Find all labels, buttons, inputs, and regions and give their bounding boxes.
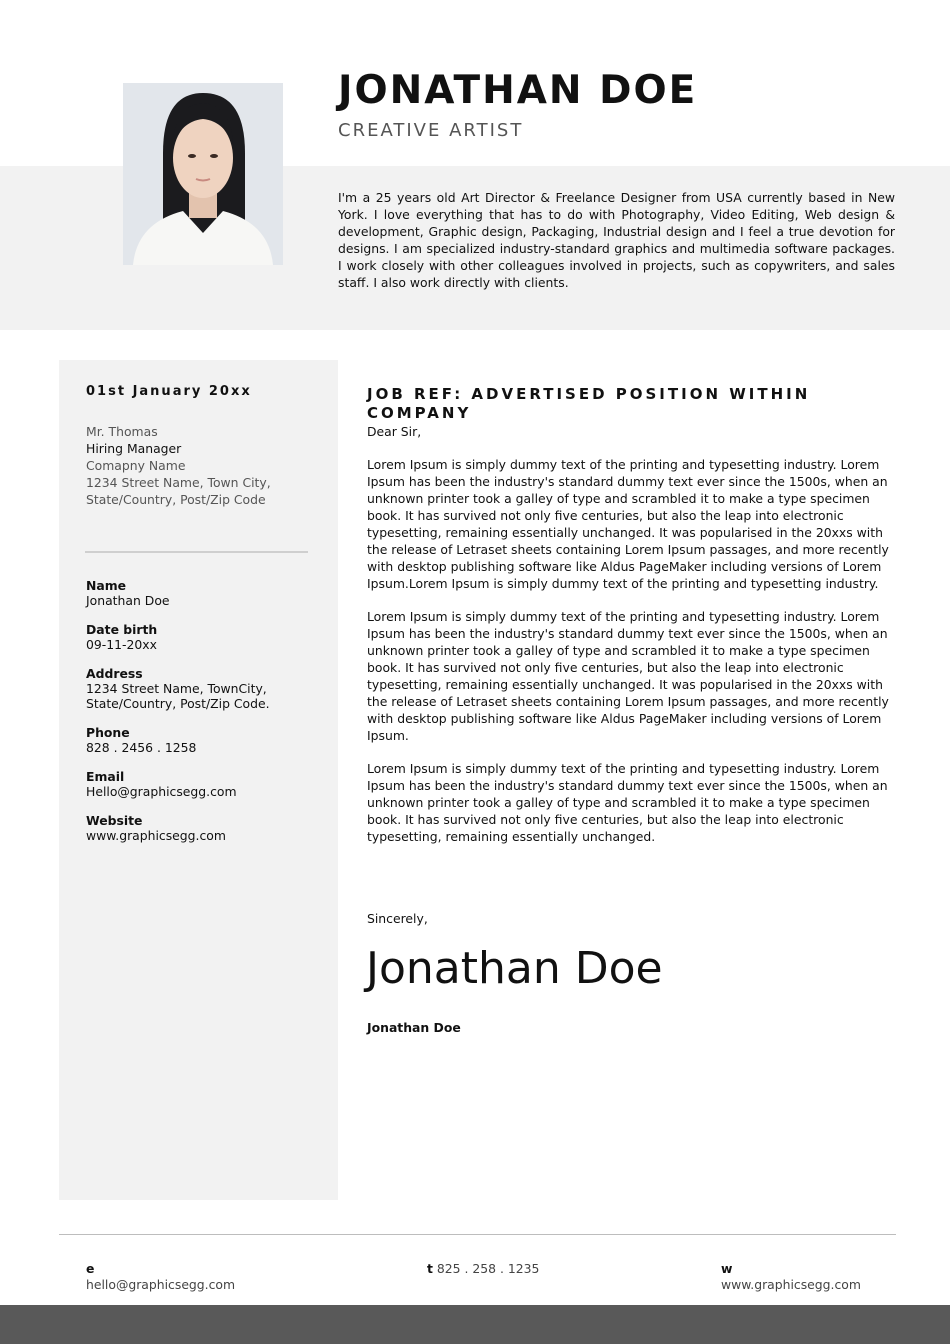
detail-email — [86, 769, 326, 799]
detail-value: 09-11-20xx — [86, 637, 157, 652]
profile-photo — [123, 83, 283, 265]
footer-email-label: e — [86, 1261, 95, 1276]
portrait-image — [123, 83, 283, 265]
footer-web-label: w — [721, 1261, 733, 1276]
detail-name — [86, 578, 326, 608]
letter-paragraph: Lorem Ipsum is simply dummy text of the printing and typesetting industry. Lorem Ipsum has been the industry's standard dummy text ever since the 1500s, when an unknown printer took a galley of type and scrambled it to make a type specimen book. It has survived not only five centuries, but also the leap into electronic typesetting, remaining essentially unchanged. — [367, 761, 888, 844]
applicant-bio: I'm a 25 years old Art Director & Freelance Designer from USA currently based in New York. I love everything that has to do with Photography, Video Editing, Web design & development, Graphic design, Packaging, Industrial design and I feel a true devotion for designs. I am specialized industry-standard graphics and multimedia software packages. I work closely with other colleagues involved in projects, such as copywriters, and sales staff. I also work directly with clients. — [338, 190, 895, 290]
detail-value: www.graphicsegg.com — [86, 828, 226, 843]
salutation: Dear Sir, — [367, 424, 422, 439]
detail-value-line2: State/Country, Post/Zip Code. — [86, 696, 270, 711]
detail-date-birth — [86, 622, 326, 652]
letter-paragraph: Lorem Ipsum is simply dummy text of the printing and typesetting industry. Lorem Ipsum has been the industry's standard dummy text ever since the 1500s, when an unknown printer took a galley of type and scrambled it to make a type specimen book. It has survived not only five centuries, but also the leap into electronic typesetting, remaining essentially unchanged. It was popularised in the 20xxs with the release of Letraset sheets containing Lorem Ipsum passages, and more recently with desktop publishing software like Aldus PageMaker including versions of Lorem Ipsum.Lorem Ipsum is simply dummy text of the printing and typesetting industry. — [367, 457, 889, 591]
detail-label: Email — [86, 769, 125, 784]
detail-value: 828 . 2456 . 1258 — [86, 740, 197, 755]
detail-phone — [86, 725, 326, 755]
signature: Jonathan Doe — [366, 943, 663, 994]
detail-label: Address — [86, 666, 143, 681]
footer-web — [721, 1261, 881, 1292]
detail-label: Website — [86, 813, 143, 828]
letter-paragraph: Lorem Ipsum is simply dummy text of the printing and typesetting industry. Lorem Ipsum has been the industry's standard dummy text ever since the 1500s, when an unknown printer took a galley of type and scrambled it to make a type specimen book. It has survived not only five centuries, but also the leap into electronic typesetting, remaining essentially unchanged. It was popularised in the 20xxs with the release of Letraset sheets containing Lorem Ipsum passages, and more recently with desktop publishing software like Aldus PageMaker including versions of Lorem Ipsum. — [367, 609, 889, 743]
recipient-block — [86, 423, 271, 508]
footer-phone — [427, 1261, 627, 1283]
detail-address — [86, 666, 326, 711]
recipient-address-line2: State/Country, Post/Zip Code — [86, 492, 266, 507]
footer-web-value: www.graphicsegg.com — [721, 1277, 861, 1292]
sidebar-divider — [85, 551, 308, 553]
applicant-title: CREATIVE ARTIST — [338, 120, 524, 141]
footer-phone-label: t — [427, 1261, 433, 1276]
detail-label: Name — [86, 578, 127, 593]
applicant-name: JONATHAN DOE — [338, 68, 698, 113]
detail-value: Jonathan Doe — [86, 593, 170, 608]
personal-details — [86, 578, 326, 857]
job-reference: JOB REF: ADVERTISED POSITION WITHIN COMPANY — [367, 385, 811, 422]
detail-label: Phone — [86, 725, 130, 740]
detail-value: 1234 Street Name, TownCity, — [86, 681, 267, 696]
closing: Sincerely, — [367, 911, 428, 926]
signed-name: Jonathan Doe — [367, 1020, 461, 1035]
footer-phone-value: 825 . 258 . 1235 — [436, 1261, 540, 1276]
detail-website — [86, 813, 326, 843]
footer-email — [86, 1261, 246, 1292]
detail-value: Hello@graphicsegg.com — [86, 784, 237, 799]
recipient-address-line1: 1234 Street Name, Town City, — [86, 475, 271, 490]
recipient-company: Comapny Name — [86, 458, 186, 473]
recipient-position: Hiring Manager — [86, 441, 182, 456]
recipient-name: Mr. Thomas — [86, 424, 158, 439]
footer-divider — [59, 1234, 896, 1235]
detail-label: Date birth — [86, 622, 158, 637]
letter-date: 01st January 20xx — [86, 384, 252, 399]
letter-body — [367, 423, 892, 861]
footer-email-value: hello@graphicsegg.com — [86, 1277, 236, 1292]
bottom-bar — [0, 1305, 950, 1344]
